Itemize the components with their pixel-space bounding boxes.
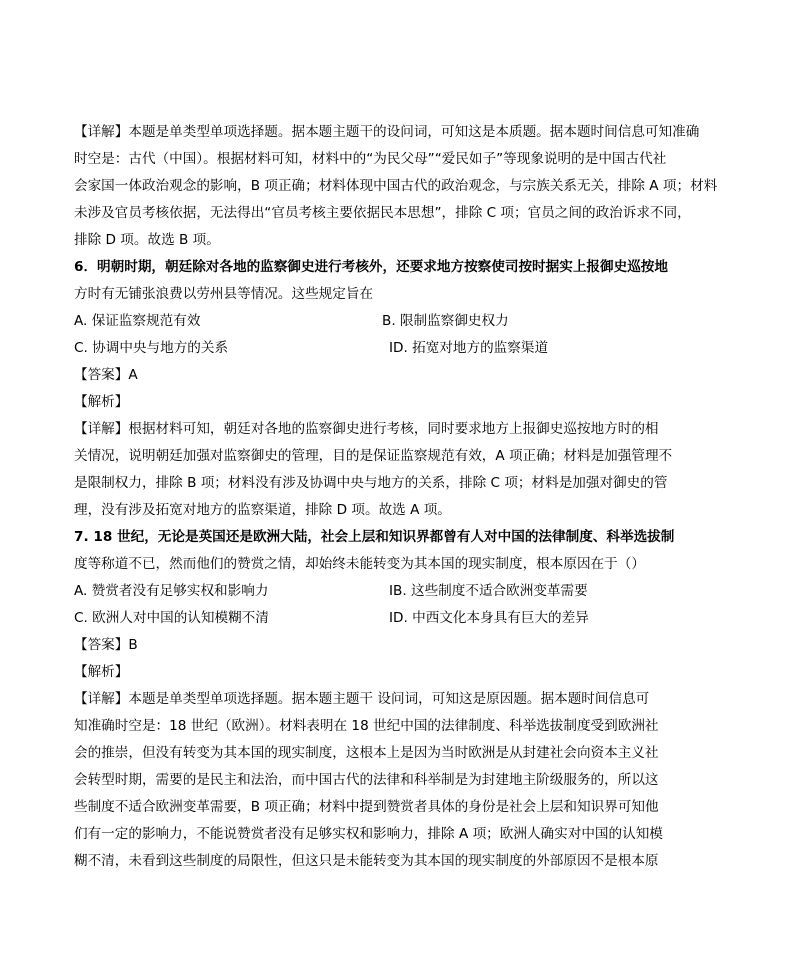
q7-detail-line-2: 知准确时空是：18 世纪（欧洲）。材料表明在 18 世纪中国的法律制度、科举选拔制度受到欧洲社: [74, 718, 659, 734]
q7-detail-line-7: 糊不清，未看到这些制度的局限性，但这只是未能转变为其本国的现实制度的外部原因不是根本原: [74, 853, 659, 869]
q5-detail-line-4: 未涉及官员考核依据，无法得出“官员考核主要依据民本思想”，排除 C 项；官员之间的政治诉求不同，: [74, 205, 691, 221]
q7-analysis-label: 【解析】: [74, 664, 129, 680]
q7-detail-line-5: 些制度不适合欧洲变革需要，B 项正确；材料中提到赞赏者具体的身份是社会上层和知识界可知他: [74, 799, 659, 815]
q6-detail-line-4: 理，没有涉及拓宽对地方的监察渠道，排除 D 项。故选 A 项。: [74, 502, 451, 518]
q6-detail-line-2: 关情况，说明朝廷加强对监察御史的管理，目的是保证监察规范有效，A 项正确；材料是加强管理不: [74, 448, 673, 464]
q6-option-c: C. 协调中央与地方的关系: [74, 340, 229, 356]
q5-detail-line-5: 排除 D 项。故选 B 项。: [74, 232, 220, 248]
q6-answer: 【答案】A: [74, 367, 138, 383]
q7-detail-line-4: 会转型时期，需要的是民主和法治，而中国古代的法律和科举制是为封建地主阶级服务的，所以这: [74, 772, 659, 788]
q6-detail-line-3: 是限制权力，排除 B 项；材料没有涉及协调中央与地方的关系，排除 C 项；材料是加强对御史的管: [74, 475, 668, 491]
q6-option-d: ID. 拓宽对地方的监察渠道: [389, 340, 549, 356]
q5-detail-line-1: 【详解】本题是单类型单项选择题。据本题主题干的设问词，可知这是本质题。据本题时间信息可知准确: [74, 124, 700, 140]
q7-answer: 【答案】B: [74, 637, 138, 653]
q7-detail-line-3: 会的推崇，但没有转变为其本国的现实制度，这根本上是因为当时欧洲是从封建社会向资本主义社: [74, 745, 659, 761]
q6-stem-line-1: 6．明朝时期，朝廷除对各地的监察御史进行考核外，还要求地方按察使司按时据实上报御史巡按地: [74, 259, 668, 275]
q7-option-a: A. 赞赏者没有足够实权和影响力: [74, 583, 269, 599]
q7-detail-line-1: 【详解】本题是单类型单项选择题。据本题主题干 设问词，可知这是原因题。据本题时间信息可: [74, 691, 650, 707]
q6-analysis-label: 【解析】: [74, 394, 129, 410]
q6-option-a: A. 保证监察规范有效: [74, 313, 201, 329]
q7-detail-line-6: 们有一定的影响力，不能说赞赏者没有足够实权和影响力，排除 A 项；欧洲人确实对中国的认知模: [74, 826, 663, 842]
q7-stem-line-2: 度等称道不已，然而他们的赞赏之情，却始终未能转变为其本国的现实制度，根本原因在于（）: [74, 556, 645, 572]
q6-option-b: B. 限制监察御史权力: [382, 313, 509, 329]
q7-option-c: C. 欧洲人对中国的认知模糊不清: [74, 610, 269, 626]
q7-option-b: IB. 这些制度不适合欧洲变革需要: [389, 583, 588, 599]
q6-stem-line-2: 方时有无铺张浪费以劳州县等情况。这些规定旨在: [74, 286, 374, 302]
q5-detail-line-3: 会家国一体政治观念的影响，B 项正确；材料体现中国古代的政治观念，与宗族关系无关，排除 A 项；材料: [74, 178, 718, 194]
q7-option-d: ID. 中西文化本身具有巨大的差异: [389, 610, 589, 626]
q7-stem-line-1: 7. 18 世纪，无论是英国还是欧洲大陆，社会上层和知识界都曾有人对中国的法律制度、科举选拔制: [74, 529, 675, 545]
q5-detail-line-2: 时空是：古代（中国）。根据材料可知，材料中的“为民父母”“爱民如子”等现象说明的是中国古代社: [74, 151, 667, 167]
q6-detail-line-1: 【详解】根据材料可知，朝廷对各地的监察御史进行考核，同时要求地方上报御史巡按地方时的相: [74, 421, 659, 437]
